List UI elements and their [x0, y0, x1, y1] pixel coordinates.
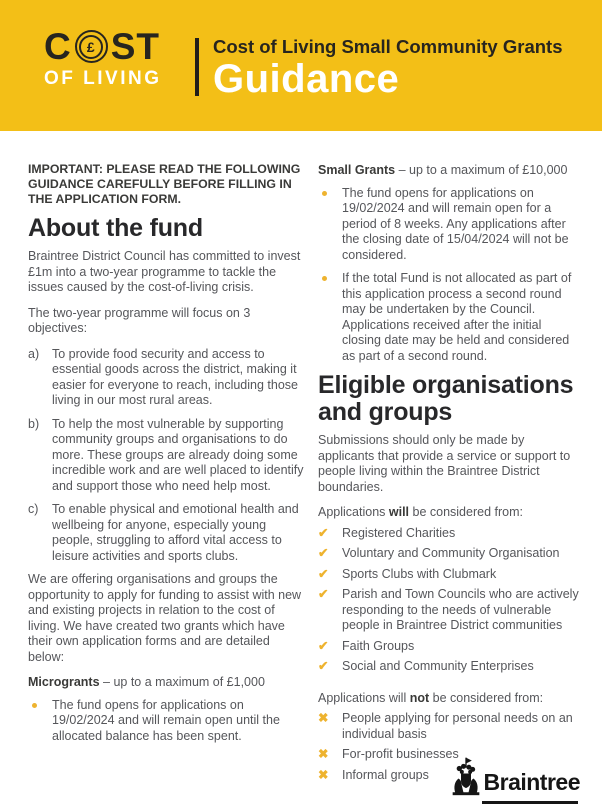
line-suffix: be considered from:: [429, 690, 544, 705]
list-marker: b): [28, 416, 40, 431]
cost-of-living-logo: [44, 28, 162, 88]
cross-icon: ✖: [318, 711, 329, 725]
eligible-item: [318, 659, 580, 675]
line-prefix: Applications: [318, 505, 389, 519]
eligible-heading: Eligible organisations and groups: [318, 371, 574, 426]
document-title: Guidance: [213, 57, 400, 102]
small-grants-bullet: [318, 271, 580, 364]
small-grants-bullet: [318, 186, 580, 264]
check-icon: ✔: [318, 546, 329, 560]
bullet-icon: [32, 703, 37, 708]
microgrants-detail: – up to a maximum of £1,000: [99, 675, 265, 689]
check-icon: ✔: [318, 525, 329, 540]
eligible-item: [318, 526, 580, 542]
important-notice: IMPORTANT: PLEASE READ THE FOLLOWING GUIDANCE CAREFULLY BEFORE FILLING IN THE APPLICATION FORM.: [28, 162, 301, 206]
small-grants-name: Small Grants: [318, 163, 396, 177]
eligible-item-text: Social and Community Enterprises: [342, 659, 534, 673]
header-divider: [195, 38, 199, 96]
left-column: [28, 160, 304, 788]
header-titles: [213, 36, 562, 100]
line-emphasis: will: [388, 505, 410, 519]
pound-coin-icon: [75, 30, 108, 63]
bullet-icon: [322, 276, 327, 281]
microgrants-line: [28, 675, 304, 691]
microgrants-bullet: [28, 698, 304, 745]
objective-text: To enable physical and emotional health and wellbeing for anyone, especially young people, struggling to afford vital access to leisure activities and sports clubs.: [52, 502, 299, 563]
eligible-item-text: Faith Groups: [342, 638, 415, 653]
line-prefix: Applications will: [318, 690, 410, 705]
bullet-text: The fund opens for applications on 19/02/2024 and will remain open for a period of 8 weeks. Any applications after the closing date of 15/04/2024 will not be considered.: [342, 185, 569, 262]
intro-paragraph: Braintree District Council has committed to invest £1m into a two-year programme to tackle the issues caused by the cost-of-living crisis.: [28, 249, 301, 294]
braintree-logo: [449, 756, 580, 796]
grants-intro-paragraph: We are offering organisations and groups the opportunity to apply for funding to assist with new and existing projects in relation to the cost of living. We have created two grants which have their own application forms and are detailed below:: [28, 572, 302, 664]
objective-item-a: [28, 347, 304, 409]
check-icon: ✔: [318, 566, 329, 581]
cross-icon: ✖: [318, 767, 329, 782]
ineligible-item: [318, 711, 580, 742]
eligible-item-text: Parish and Town Councils who are actively responding to the needs of vulnerable people in Braintree District communities: [342, 587, 579, 632]
microgrants-name: Microgrants: [28, 675, 100, 689]
ineligible-item-text: For-profit businesses: [342, 747, 459, 761]
right-column: [318, 160, 580, 788]
ineligible-item-text: Informal groups: [342, 767, 429, 782]
braintree-crest-icon: [449, 756, 483, 796]
small-grants-line: [318, 163, 580, 179]
line-emphasis: not: [409, 690, 430, 705]
eligible-item-text: Registered Charities: [342, 525, 456, 540]
bullet-text: If the total Fund is not allocated as part of this application process a second round may be undertaken by the Council. Applications received after the initial closing date may be held and considered as part of a second round.: [342, 271, 572, 363]
eligible-item-text: Sports Clubs with Clubmark: [342, 566, 497, 581]
logo-word-cost: [44, 28, 162, 65]
eligible-item: [318, 587, 580, 634]
bullet-text: The fund opens for applications on 19/02/2024 and will remain open until the allocated balance has been spent.: [52, 697, 280, 743]
objective-text: To provide food security and access to essential goods across the district, making it easier for everyone to reach, including those living in our most rural areas.: [52, 346, 298, 407]
logo-of-living: OF LIVING: [44, 68, 162, 89]
about-fund-heading: About the fund: [28, 214, 203, 242]
logo-letters-st: ST: [110, 26, 161, 67]
not-considered-line: [318, 691, 580, 707]
eligible-item: [318, 546, 580, 562]
eligible-item: [318, 567, 580, 583]
line-suffix: be considered from:: [409, 505, 523, 519]
list-marker: c): [28, 502, 39, 516]
document-subtitle: Cost of Living Small Community Grants: [213, 36, 563, 57]
body-columns: [28, 160, 580, 788]
logo-letter-c: C: [44, 26, 72, 67]
eligible-item: [318, 639, 580, 655]
check-icon: ✔: [318, 638, 329, 653]
header-banner: [0, 0, 602, 131]
eligible-paragraph: Submissions should only be made by applicants that provide a service or support to people living within the Braintree District boundaries.: [318, 433, 571, 494]
check-icon: ✔: [318, 659, 329, 673]
brand-name: Braintree: [483, 769, 580, 795]
list-marker: a): [28, 346, 40, 361]
objectives-intro: The two-year programme will focus on 3 objectives:: [28, 305, 251, 335]
small-grants-detail: – up to a maximum of £10,000: [395, 163, 568, 177]
pound-symbol: £: [79, 35, 103, 59]
eligible-item-text: Voluntary and Community Organisation: [342, 546, 560, 560]
ineligible-item-text: People applying for personal needs on an individual basis: [342, 711, 573, 741]
cross-icon: ✖: [318, 747, 329, 761]
check-icon: ✔: [318, 587, 329, 601]
will-considered-line: [318, 505, 580, 521]
objective-item-c: [28, 502, 304, 564]
objective-item-b: [28, 417, 304, 495]
objective-text: To help the most vulnerable by supporting community groups and organisations to do more. These groups are already doing some incredible work and are well placed to identify and support those who need help most.: [52, 416, 304, 493]
bullet-icon: [322, 191, 327, 196]
